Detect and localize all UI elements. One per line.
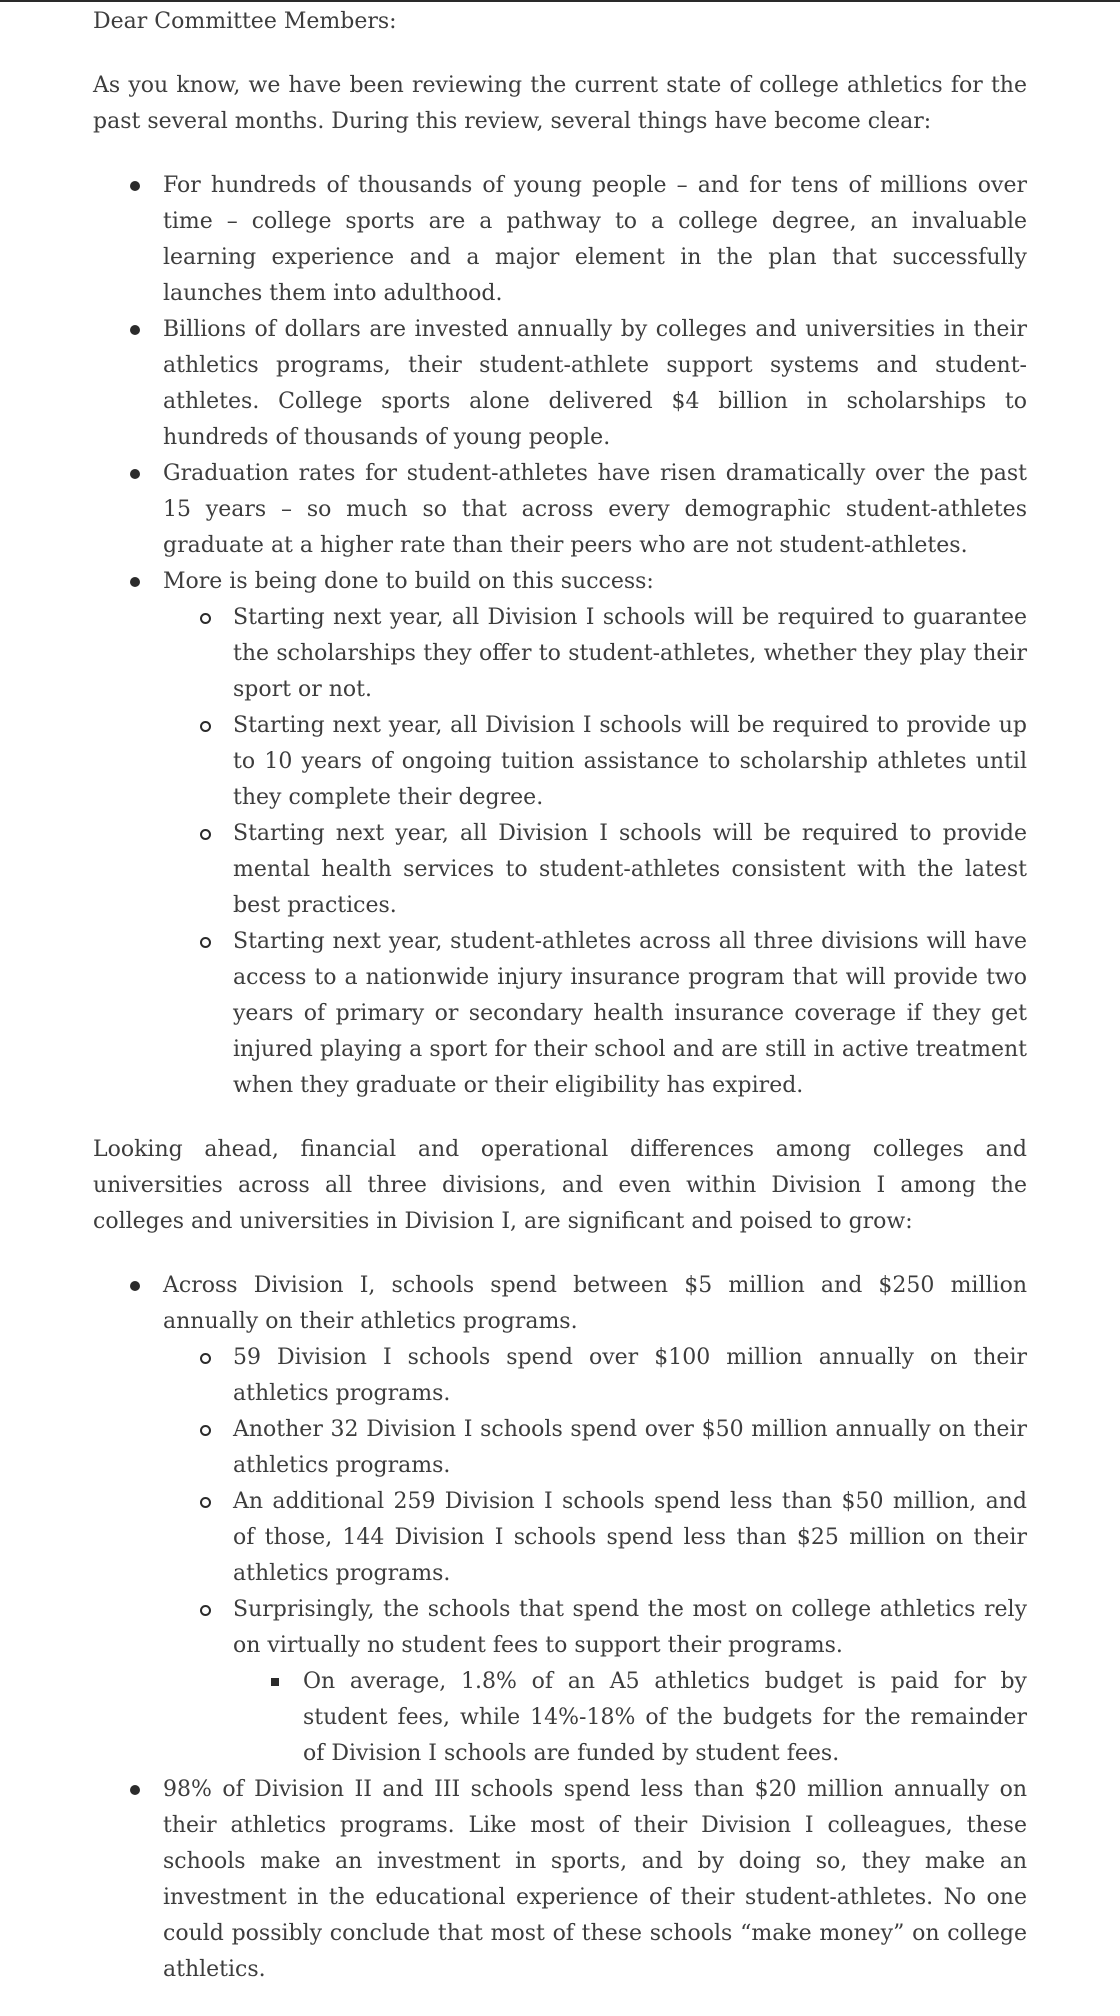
circle-bullet-icon: [194, 924, 216, 960]
sub-list-item-text: An additional 259 Division I schools spend less than $50 million, and of those, 144 Division I schools spend less than $25 million on their athletics programs.: [233, 1489, 1027, 1586]
list-item: [93, 456, 1027, 564]
list-item-text: Across Division I, schools spend between $5 million and $250 million annually on their athletics programs.: [163, 1273, 1027, 1334]
sub-list-item-text: Starting next year, all Division I schools will be required to provide up to 10 years of ongoing tuition assistance to scholarship athletes until they complete their degree.: [233, 713, 1027, 810]
sub-list-item: [163, 1340, 1027, 1412]
sub-list-item: [163, 816, 1027, 924]
sub-list: [163, 1340, 1027, 1772]
circle-bullet-icon: [194, 1484, 216, 1520]
spending-list: [93, 1268, 1027, 1988]
sub-sub-list-item-text: On average, 1.8% of an A5 athletics budget is paid for by student fees, while 14%-18% of the budgets for the remainder of Division I schools are funded by student fees.: [303, 1669, 1027, 1766]
sub-list-item-text: Starting next year, student-athletes across all three divisions will have access to a nationwide injury insurance program that will provide two years of primary or secondary health insurance coverage if they get injured playing a sport for their school and are still in active treatment when they graduate or their eligibility has expired.: [233, 929, 1027, 1098]
sub-list-item-text: 59 Division I schools spend over $100 million annually on their athletics programs.: [233, 1345, 1027, 1406]
disc-bullet-icon: [124, 1772, 146, 1808]
sub-sub-list-item: [233, 1664, 1027, 1772]
letter-body: [93, 4, 1027, 2016]
top-rule: [0, 0, 1120, 2]
sub-list-item-text: Starting next year, all Division I schools will be required to provide mental health services to student-athletes consistent with the latest best practices.: [233, 821, 1027, 918]
sub-list-item-text: Surprisingly, the schools that spend the most on college athletics rely on virtually no student fees to support their programs.: [233, 1597, 1027, 1658]
intro-paragraph: As you know, we have been reviewing the current state of college athletics for the past several months. During this review, several things have become clear:: [93, 73, 1027, 134]
findings-list: [93, 168, 1027, 1104]
list-item-text: More is being done to build on this success:: [163, 569, 654, 594]
sub-sub-list: [233, 1664, 1027, 1772]
list-item: [93, 168, 1027, 312]
list-item-text: Graduation rates for student-athletes have risen dramatically over the past 15 years – so much so that across every demographic student-athletes graduate at a higher rate than their peers who are not student-athletes.: [163, 461, 1027, 558]
list-item: [93, 564, 1027, 1104]
salutation: Dear Committee Members:: [93, 9, 397, 34]
circle-bullet-icon: [194, 1592, 216, 1628]
sub-list-item: [163, 1484, 1027, 1592]
list-item-text: 98% of Division II and III schools spend less than $20 million annually on their athletics programs. Like most of their Division I colleagues, these schools make an investment in sports, and by doing so, they make an investment in the educational experience of their student-athletes. No one could possibly conclude that most of these schools “make money” on college athletics.: [163, 1777, 1027, 1982]
circle-bullet-icon: [194, 816, 216, 852]
disc-bullet-icon: [124, 1268, 146, 1304]
square-bullet-icon: [264, 1664, 286, 1700]
sub-list-item-text: Starting next year, all Division I schools will be required to guarantee the scholarships they offer to student-athletes, whether they play their sport or not.: [233, 605, 1027, 702]
list-item: [93, 1772, 1027, 1988]
disc-bullet-icon: [124, 312, 146, 348]
disc-bullet-icon: [124, 564, 146, 600]
sub-list-item: [163, 924, 1027, 1104]
list-item-text: For hundreds of thousands of young people – and for tens of millions over time – college sports are a pathway to a college degree, an invaluable learning experience and a major element in the plan that successfully launches them into adulthood.: [163, 173, 1027, 306]
circle-bullet-icon: [194, 1412, 216, 1448]
sub-list-item: [163, 708, 1027, 816]
disc-bullet-icon: [124, 456, 146, 492]
outlook-paragraph: Looking ahead, financial and operational differences among colleges and universities across all three divisions, and even within Division I among the colleges and universities in Division I, are significant and poised to grow:: [93, 1137, 1027, 1234]
sub-list-item-text: Another 32 Division I schools spend over $50 million annually on their athletics programs.: [233, 1417, 1027, 1478]
sub-list-item: [163, 1592, 1027, 1772]
sub-list-item: [163, 1412, 1027, 1484]
list-item-text: Billions of dollars are invested annually by colleges and universities in their athletics programs, their student-athlete support systems and student-athletes. College sports alone delivered $4 billion in scholarships to hundreds of thousands of young people.: [163, 317, 1027, 450]
sub-list: [163, 600, 1027, 1104]
circle-bullet-icon: [194, 708, 216, 744]
list-item: [93, 1268, 1027, 1772]
list-item: [93, 312, 1027, 456]
disc-bullet-icon: [124, 168, 146, 204]
circle-bullet-icon: [194, 1340, 216, 1376]
circle-bullet-icon: [194, 600, 216, 636]
sub-list-item: [163, 600, 1027, 708]
